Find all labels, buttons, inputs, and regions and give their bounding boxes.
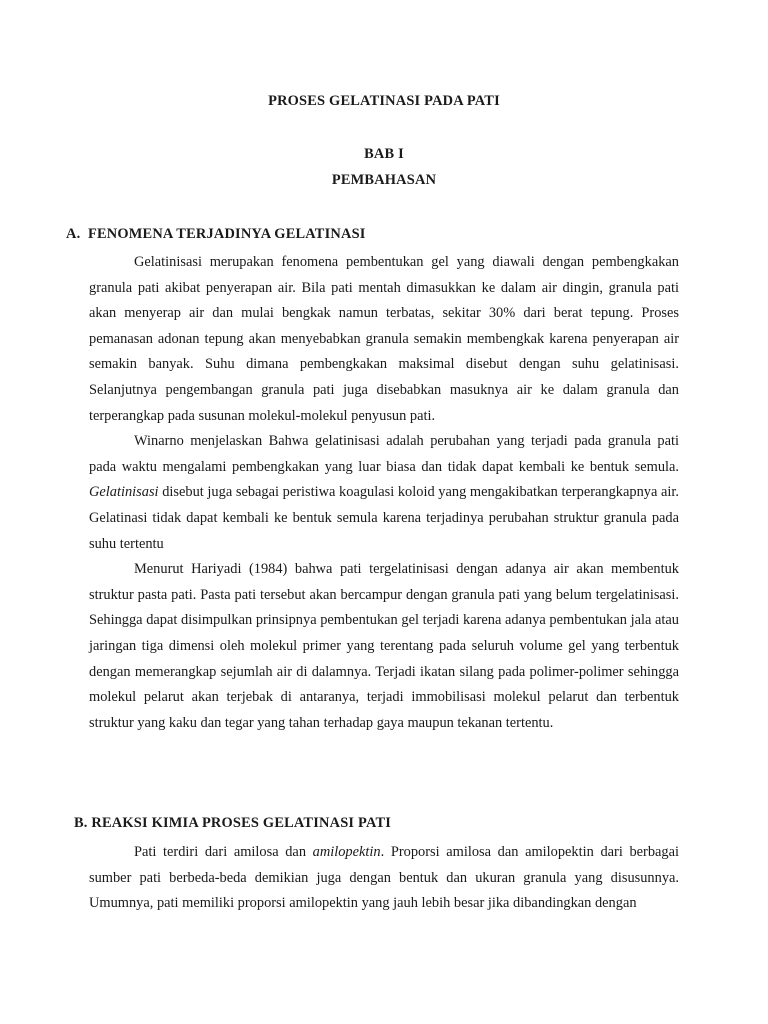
paragraph-2-text-end: disebut juga sebagai peristiwa koagulasi koloid yang mengakibatkan terperangkapnya air. Gelatinasi tidak dapat kembali ke bentuk semula karena terjadinya perubahan struktur granula pada suhu tertentu [89,484,679,552]
section-a-paragraph-3: Menurut Hariyadi (1984) bahwa pati tergelatinisasi dengan adanya air akan membentuk struktur pasta pati. Pasta pati tersebut akan bercampur dengan granula pati yang belum tergelatinisasi. Sehingga dapat disimpulkan prinsipnya pembentukan gel terjadi karena adanya pembentukan jala atau jaringan tiga dimensi oleh molekul primer yang terentang pada seluruh volume gel yang terbentuk dengan memerangkap sejumlah air di dalamnya. Terjadi ikatan silang pada polimer-polimer sehingga molekul pelarut akan terjebak di antaranya, terjadi immobilisasi molekul pelarut dan terbentuk struktur yang kaku dan tegar yang tahan terhadap gaya maupun tekanan tertentu. [89,561,679,731]
chapter-title: PEMBAHASAN [331,172,437,188]
document-title: PROSES GELATINASI PADA PATI [268,93,500,109]
section-b-text-start: Pati terdiri dari amilosa dan [134,844,313,860]
section-b-heading: B. REAKSI KIMIA PROSES GELATINASI PATI [74,815,392,831]
italic-term-amilopektin: amilopektin [312,844,381,860]
section-a-paragraph-2 [89,429,679,557]
chapter-number: BAB I [364,146,404,162]
section-b-body [89,840,679,917]
italic-term-gelatinisasi: Gelatinisasi [89,484,159,501]
section-a-body [89,250,679,736]
section-b-paragraph-1 [89,840,679,917]
section-a-heading: A. FENOMENA TERJADINYA GELATINASI [66,226,366,242]
section-a-paragraph-1: Gelatinisasi merupakan fenomena pembentukan gel yang diawali dengan pembengkakan granula pati akibat penyerapan air. Bila pati mentah dimasukkan ke dalam air dingin, granula pati akan menyerap air dan mulai bengkak namun terbatas, sekitar 30% dari berat tepung. Proses pemanasan adonan tepung akan menyebabkan granula semakin membengkak karena penyerapan air semakin banyak. Suhu dimana pembengkakan maksimal disebut dengan suhu gelatinisasi. Selanjutnya pengembangan granula pati juga disebabkan masuknya air ke dalam granula dan terperangkap pada susunan molekul-molekul penyusun pati. [89,254,679,424]
paragraph-2-text-start: Winarno menjelaskan Bahwa gelatinisasi adalah perubahan yang terjadi pada granula pati pada waktu mengalami pembengkakan yang luar biasa dan tidak dapat kembali ke bentuk semula. [89,433,679,475]
section-b-text-end: . Proporsi amilosa dan amilopektin dari berbagai sumber pati berbeda-beda demikian juga dengan bentuk dan ukuran granula yang disusunnya. Umumnya, pati memiliki proporsi amilopektin yang jauh lebih besar jika dibandingkan dengan [89,844,679,912]
